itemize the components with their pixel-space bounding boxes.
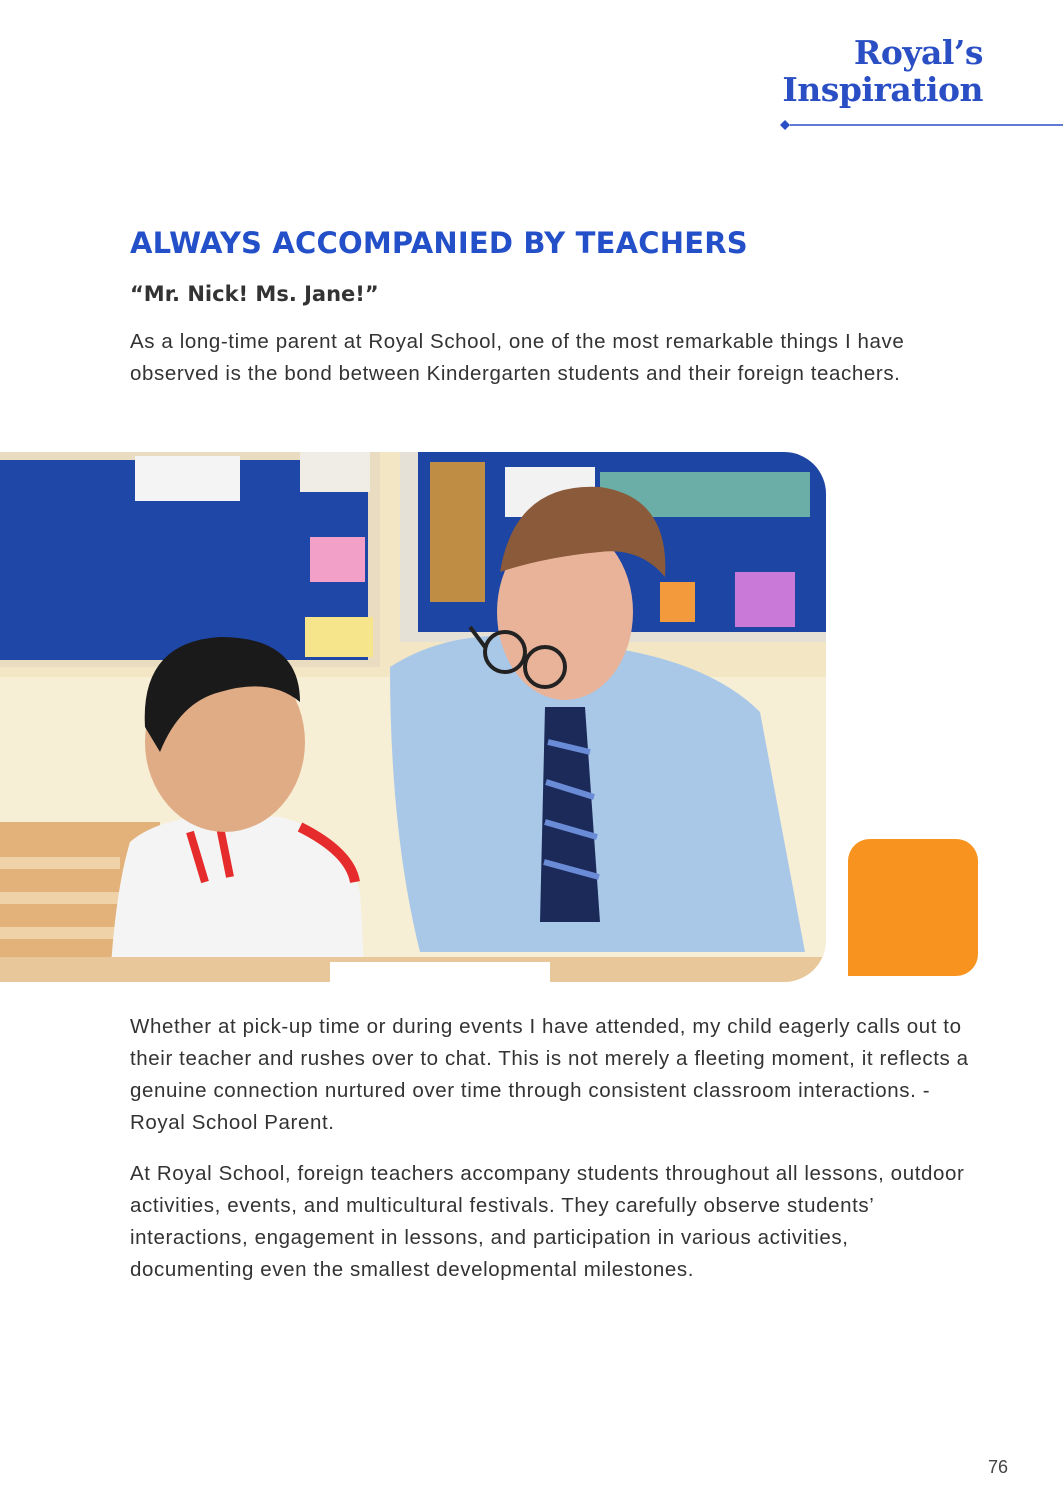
brand-line-1: Royal’s xyxy=(853,33,983,72)
body-paragraph: At Royal School, foreign teachers accompany students throughout all lessons, outdoor activities, events, and multicultural festivals. They carefully observe students’ interactions, engagement in lessons, and participation in various activities, documenting even the smallest developmental milestones. xyxy=(130,1162,965,1281)
brand-rule-divider xyxy=(778,118,1063,132)
page-number: 76 xyxy=(987,1457,1008,1477)
brand-logo xyxy=(782,34,983,108)
testimonial-paragraph: Whether at pick-up time or during events I have attended, my child eagerly calls out to their teacher and rushes over to chat. This is not merely a fleeting moment, it reflects a genuine connection nurtured over time through consistent classroom interactions. - Royal School Parent. xyxy=(130,1015,969,1134)
section-subtitle: “Mr. Nick! Ms. Jane!” xyxy=(130,282,379,306)
brand-line-2: Inspiration xyxy=(782,70,983,109)
intro-paragraph: As a long-time parent at Royal School, one of the most remarkable things I have observed is the bond between Kindergarten students and their foreign teachers. xyxy=(130,330,905,385)
section-title: ALWAYS ACCOMPANIED BY TEACHERS xyxy=(130,226,748,260)
orange-accent-block xyxy=(848,839,978,976)
classroom-photo xyxy=(0,452,826,982)
